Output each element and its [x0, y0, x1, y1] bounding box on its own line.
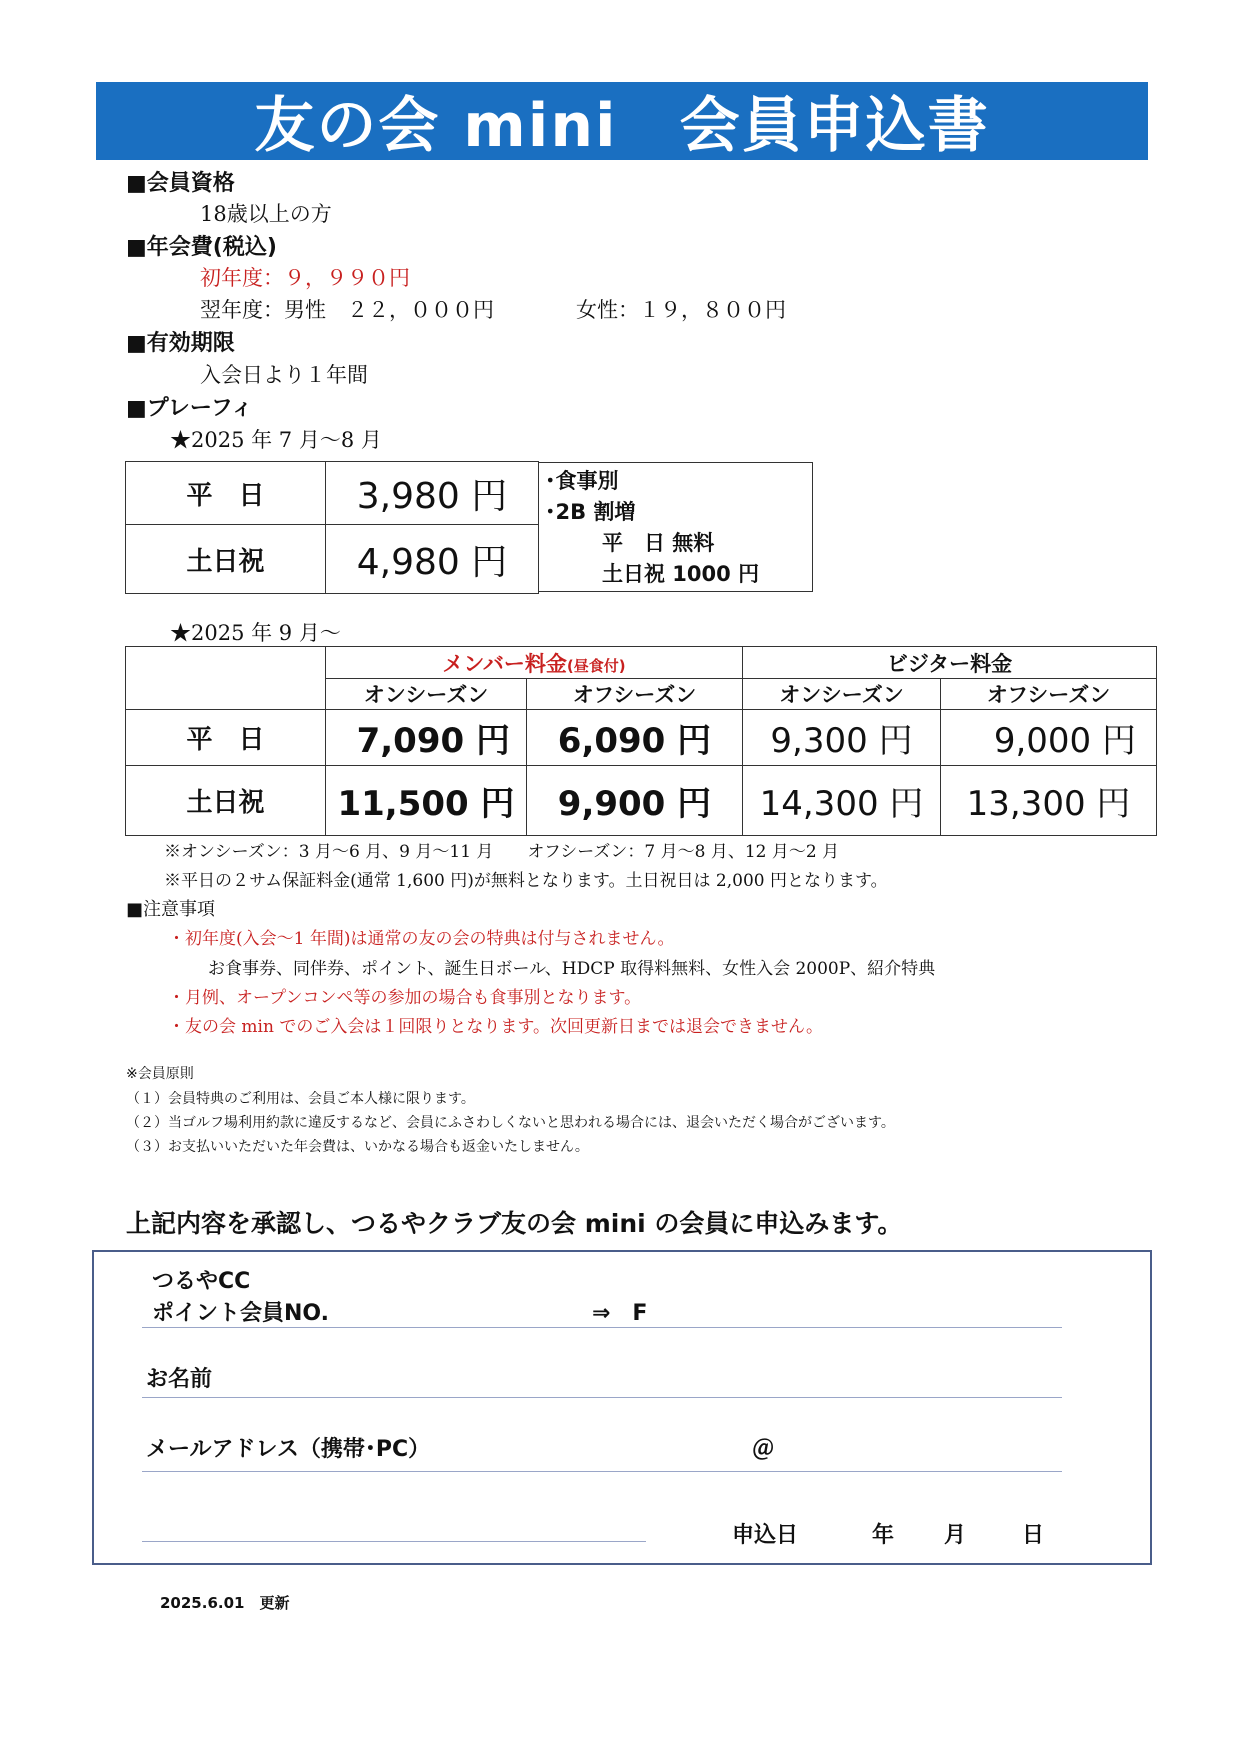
- autumn-price-table: [125, 646, 1157, 836]
- validity-text: 入会日より１年間: [200, 363, 368, 387]
- member-on-header: オンシーズン: [326, 679, 527, 710]
- caution-heading: ■注意事項: [126, 899, 216, 920]
- name-field[interactable]: [142, 1397, 1062, 1398]
- twosome-note: ※平日の２サム保証料金(通常 1,600 円)が無料となります。土日祝日は 2,000 円となります。: [164, 871, 888, 891]
- updated-date: 2025.6.01 更新: [160, 1594, 290, 1612]
- playfee-heading: ■プレーフィ: [126, 396, 254, 421]
- table-row: [126, 462, 539, 525]
- member-on-holiday: 11,500 円: [326, 766, 527, 836]
- fee-next-year: 翌年度：男性 ２２，０００円: [200, 298, 494, 322]
- point-number-field[interactable]: [142, 1327, 1062, 1328]
- qualification-heading: ■会員資格: [126, 171, 235, 196]
- summer-notes-box: [538, 462, 813, 592]
- date-day: 日: [1022, 1523, 1045, 1548]
- member-off-header: オフシーズン: [527, 679, 743, 710]
- fee-heading: ■年会費(税込): [126, 235, 277, 260]
- email-field[interactable]: [142, 1471, 1062, 1472]
- member-off-holiday: 9,900 円: [527, 766, 743, 836]
- agreement-text: 上記内容を承認し、つるやクラブ友の会 mini の会員に申込みます。: [126, 1209, 903, 1238]
- visitor-off-header: オフシーズン: [941, 679, 1157, 710]
- caution-item: ・月例、オープンコンペ等の参加の場合も食事別となります。: [168, 988, 642, 1008]
- member-header-label: メンバー料金: [442, 651, 567, 676]
- page-title: 友の会 mini 会員申込書: [96, 82, 1148, 160]
- rules-item: （２）当ゴルフ場利用約款に違反するなど、会員にふさわしくないと思われる場合には、退会いただく場合がございます。: [126, 1115, 895, 1131]
- autumn-period: ★2025 年 9 月～: [170, 621, 341, 645]
- qualification-text: 18歳以上の方: [200, 202, 332, 226]
- summer-period: ★2025 年 7 月～8 月: [170, 428, 382, 452]
- fee-female: 女性：１９，８００円: [576, 298, 786, 322]
- member-off-weekday: 6,090 円: [527, 710, 743, 766]
- visitor-on-holiday: 14,300 円: [743, 766, 941, 836]
- date-label: 申込日: [732, 1523, 799, 1548]
- table-row: [126, 766, 1157, 836]
- name-label: お名前: [146, 1367, 213, 1392]
- summer-note: ･食事別: [545, 469, 619, 493]
- summer-note: ･2B 割増: [545, 500, 636, 524]
- summer-holiday-label: 土日祝: [126, 525, 326, 594]
- point-label-line1: つるやCC: [152, 1269, 251, 1294]
- email-label: メールアドレス（携帯･PC）: [146, 1437, 431, 1462]
- autumn-holiday-label: 土日祝: [126, 766, 326, 836]
- table-row: [126, 710, 1157, 766]
- rules-item: （１）会員特典のご利用は、会員ご本人様に限ります。: [126, 1091, 475, 1107]
- summer-price-table: [125, 461, 539, 594]
- point-number-prefix: ⇒ F: [592, 1301, 648, 1326]
- date-month: 月: [944, 1523, 967, 1548]
- corner-cell: [126, 647, 326, 710]
- summer-note: 平 日 無料: [581, 531, 715, 555]
- date-year: 年: [872, 1523, 895, 1548]
- member-header: [326, 647, 743, 679]
- member-header-sub: (昼食付): [566, 656, 626, 675]
- summer-weekday-label: 平 日: [126, 462, 326, 525]
- rules-item: （３）お支払いいただいた年会費は、いかなる場合も返金いたしません。: [126, 1139, 589, 1155]
- season-note: ※オンシーズン：3 月～6 月、9 月～11 月 オフシーズン：7 月～8 月、12 月～2 月: [164, 842, 840, 862]
- rules-heading: ※会員原則: [126, 1066, 194, 1082]
- point-label-line2: ポイント会員NO.: [152, 1301, 329, 1326]
- fee-first-year: 初年度：９，９９０円: [200, 266, 410, 290]
- visitor-off-holiday: 13,300 円: [941, 766, 1157, 836]
- summer-note: 土日祝 1000 円: [581, 562, 760, 586]
- visitor-on-weekday: 9,300 円: [743, 710, 941, 766]
- validity-heading: ■有効期限: [126, 331, 235, 356]
- caution-item: ・初年度(入会～1 年間)は通常の友の会の特典は付与されません。: [168, 929, 675, 949]
- caution-item: お食事券、同伴券、ポイント、誕生日ボール、HDCP 取得料無料、女性入会 2000P、紹介特典: [208, 959, 936, 979]
- visitor-header: ビジター料金: [743, 647, 1157, 679]
- autumn-weekday-label: 平 日: [126, 710, 326, 766]
- summer-holiday-price: 4,980 円: [326, 525, 539, 594]
- visitor-on-header: オンシーズン: [743, 679, 941, 710]
- table-row: [126, 525, 539, 594]
- visitor-off-weekday: 9,000 円: [941, 710, 1157, 766]
- signature-field[interactable]: [142, 1541, 646, 1542]
- summer-weekday-price: 3,980 円: [326, 462, 539, 525]
- caution-item: ・友の会 min でのご入会は１回限りとなります。次回更新日までは退会できません。: [168, 1017, 823, 1037]
- table-row: [126, 647, 1157, 679]
- email-at: ＠: [752, 1437, 775, 1462]
- member-on-weekday: 7,090 円: [326, 710, 527, 766]
